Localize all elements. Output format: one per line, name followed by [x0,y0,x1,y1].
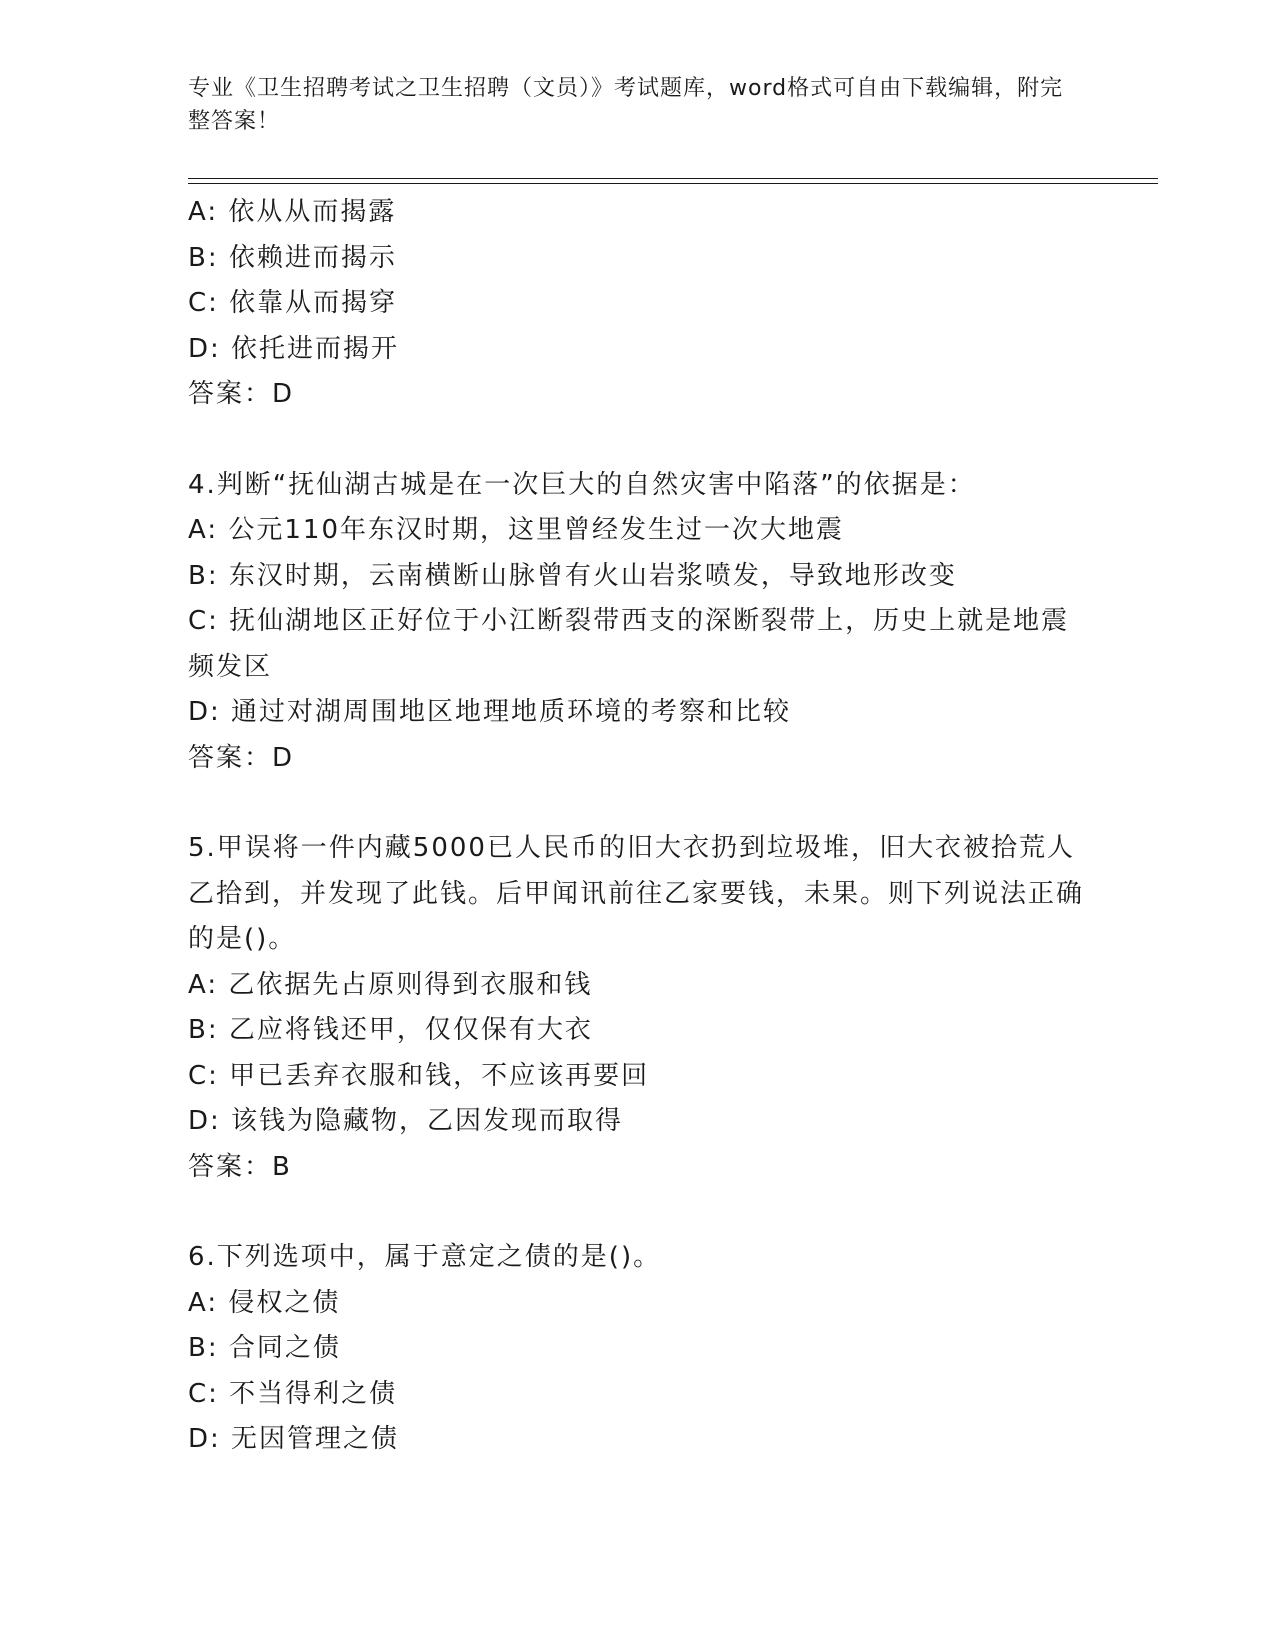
option-a: A: 乙依据先占原则得到衣服和钱 [188,969,593,1000]
option-d: D: 该钱为隐藏物，乙因发现而取得 [188,1106,624,1136]
header-divider-top [188,178,1158,179]
option-c: C: 抚仙湖地区正好位于小江断裂带西支的深断裂带上，历史上就是地震频发区 [188,606,1070,682]
option-a: A: 侵权之债 [188,1287,341,1318]
answer-label: 答案：D [188,379,295,409]
answer-label: 答案：B [188,1151,292,1182]
option-d: D: 无因管理之债 [188,1424,400,1454]
question-text: 5.甲误将一件内藏5000已人民币的旧大衣扔到垃圾堆，旧大衣被拾荒人乙拾到，并发现了此钱。后甲闻讯前往乙家要钱，未果。则下列说法正确的是()。 [188,833,1085,954]
option-b: B: 乙应将钱还甲，仅仅保有大衣 [188,1015,593,1045]
question-text: 6.下列选项中，属于意定之债的是()。 [188,1242,662,1272]
option-c: C: 不当得利之债 [188,1378,398,1409]
option-c: C: 依靠从而揭穿 [188,288,398,318]
option-d: D: 依托进而揭开 [188,333,400,364]
option-a: A: 依从从而揭露 [188,197,397,227]
option-a: A: 公元110年东汉时期，这里曾经发生过一次大地震 [188,515,844,545]
question-4-block [188,463,1088,782]
document-header [188,72,1068,138]
option-b: B: 依赖进而揭示 [188,242,397,273]
option-d: D: 通过对湖周围地区地理地质环境的考察和比较 [188,697,792,727]
question-5-block [188,826,1088,1190]
answer-label: 答案：D [188,742,295,773]
option-c: C: 甲已丢弃衣服和钱，不应该再要回 [188,1060,650,1091]
question-6-block [188,1235,1088,1463]
option-b: B: 合同之债 [188,1333,341,1363]
option-b: B: 东汉时期，云南横断山脉曾有火山岩浆喷发，导致地形改变 [188,560,957,591]
question-text: 4.判断“抚仙湖古城是在一次巨大的自然灾害中陷落”的依据是： [188,469,976,500]
question-3-block [188,190,1088,418]
header-text: 专业《卫生招聘考试之卫生招聘（文员）》考试题库，word格式可自由下载编辑，附完整答案！ [188,76,1064,134]
document-body [188,190,1088,1463]
header-divider-bottom [188,183,1158,184]
